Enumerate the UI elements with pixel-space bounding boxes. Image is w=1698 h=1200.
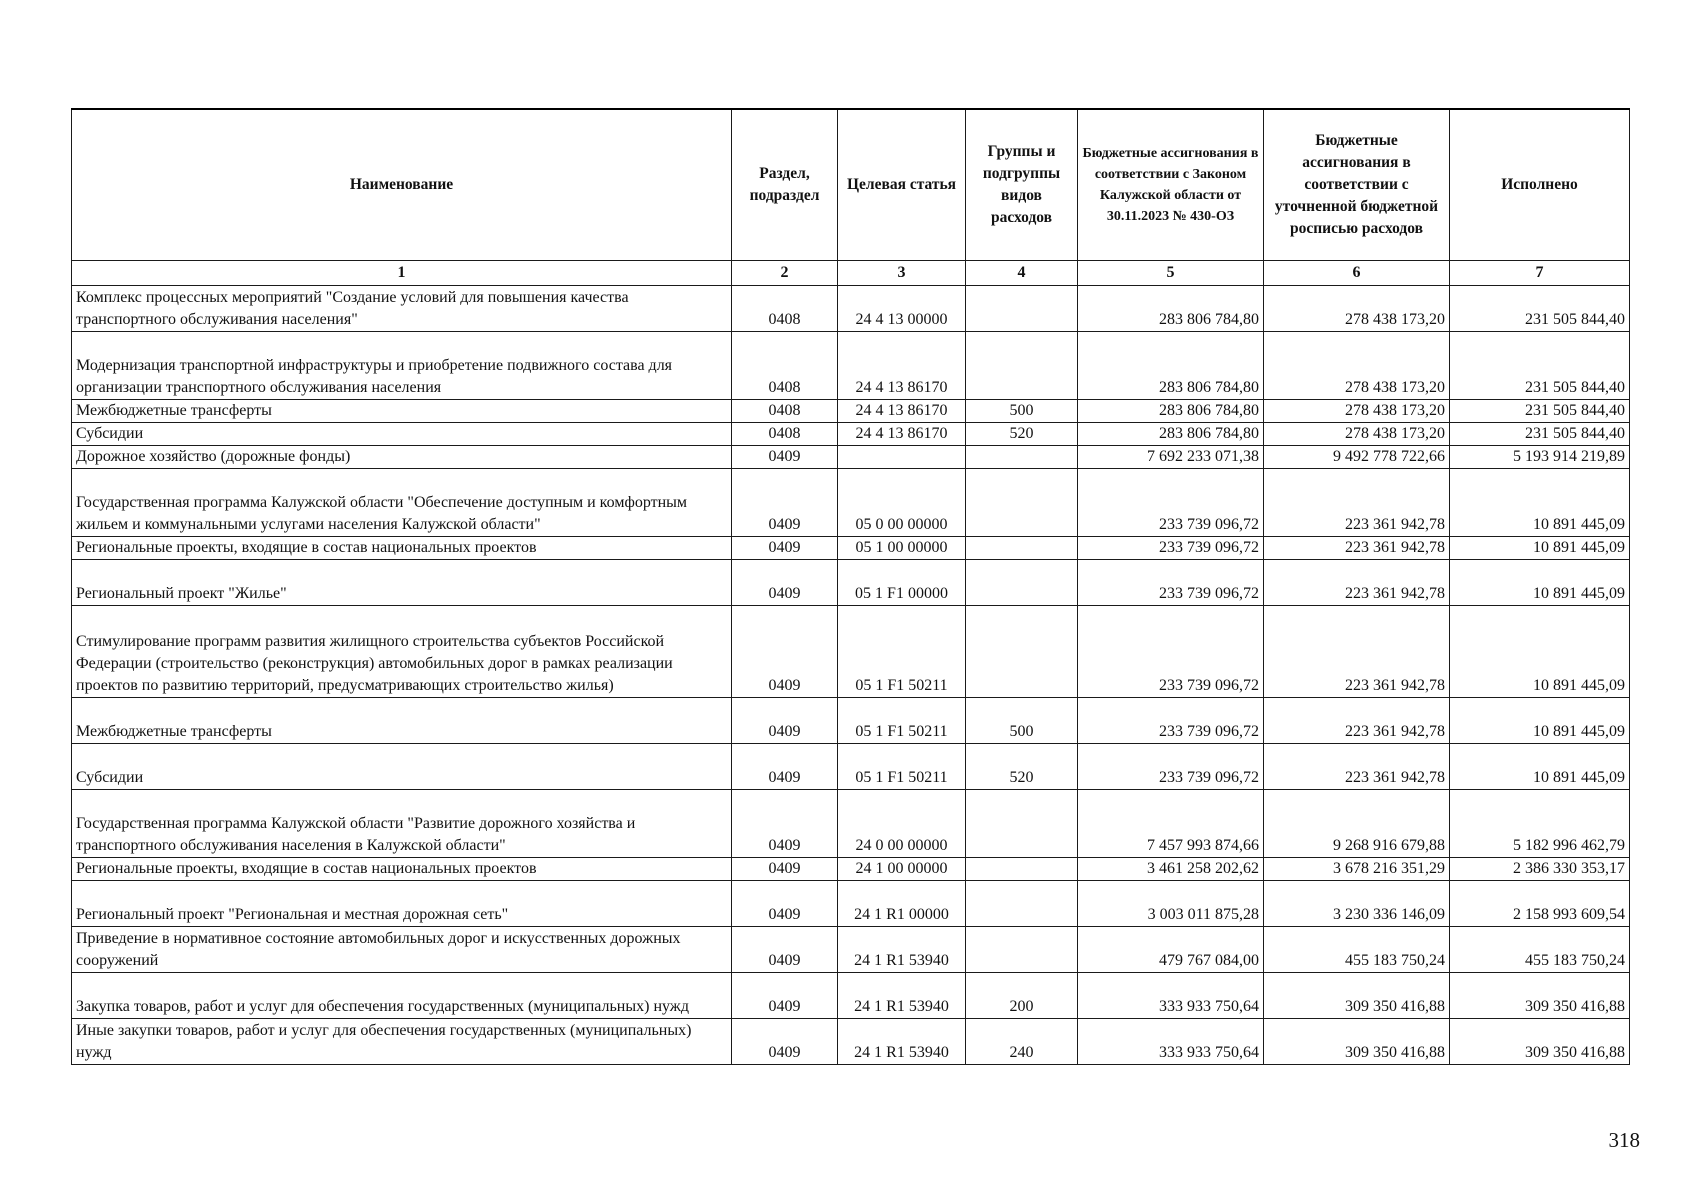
row-name: Региональные проекты, входящие в состав национальных проектов [72, 858, 732, 881]
row-revised-amount: 223 361 942,78 [1264, 744, 1450, 790]
row-group: 200 [966, 973, 1078, 1019]
row-target: 24 4 13 86170 [838, 400, 966, 423]
row-revised-amount: 455 183 750,24 [1264, 927, 1450, 973]
row-executed-amount: 10 891 445,09 [1450, 698, 1630, 744]
header-law: Бюджетные ассигнования в соответствии с Законом Калужской области от 30.11.2023 № 430-ОЗ [1078, 109, 1264, 261]
row-target: 24 4 13 86170 [838, 423, 966, 446]
row-revised-amount: 278 438 173,20 [1264, 286, 1450, 332]
row-section: 0408 [732, 332, 838, 400]
row-target: 24 1 R1 53940 [838, 1019, 966, 1065]
row-name: Комплекс процессных мероприятий "Создание условий для повышения качества транспортного обслуживания населения" [72, 286, 732, 332]
column-numbers-row [72, 261, 1630, 286]
row-group [966, 560, 1078, 606]
table-row [72, 927, 1630, 973]
header-row [72, 109, 1630, 261]
row-revised-amount: 9 268 916 679,88 [1264, 790, 1450, 858]
row-name: Государственная программа Калужской области "Обеспечение доступным и комфортным жильем и коммунальными услугами населения Калужской области" [72, 469, 732, 537]
row-name: Субсидии [72, 744, 732, 790]
row-name: Иные закупки товаров, работ и услуг для обеспечения государственных (муниципальных) нужд [72, 1019, 732, 1065]
row-executed-amount: 309 350 416,88 [1450, 973, 1630, 1019]
row-section: 0408 [732, 423, 838, 446]
table-row [72, 744, 1630, 790]
row-section: 0409 [732, 1019, 838, 1065]
row-target: 05 1 00 00000 [838, 537, 966, 560]
row-law-amount: 333 933 750,64 [1078, 1019, 1264, 1065]
column-number: 2 [732, 261, 838, 286]
row-section: 0408 [732, 400, 838, 423]
row-name: Государственная программа Калужской области "Развитие дорожного хозяйства и транспортного обслуживания населения в Калужской области" [72, 790, 732, 858]
row-name: Межбюджетные трансферты [72, 400, 732, 423]
row-law-amount: 233 739 096,72 [1078, 744, 1264, 790]
row-target: 05 1 F1 50211 [838, 698, 966, 744]
row-law-amount: 7 692 233 071,38 [1078, 446, 1264, 469]
header-groups: Группы и подгруппы видов расходов [966, 109, 1078, 261]
row-group: 500 [966, 698, 1078, 744]
row-section: 0409 [732, 606, 838, 698]
row-section: 0409 [732, 881, 838, 927]
row-section: 0409 [732, 790, 838, 858]
row-executed-amount: 5 193 914 219,89 [1450, 446, 1630, 469]
row-name: Субсидии [72, 423, 732, 446]
row-group [966, 332, 1078, 400]
header-target: Целевая статья [838, 109, 966, 261]
row-executed-amount: 10 891 445,09 [1450, 744, 1630, 790]
row-executed-amount: 231 505 844,40 [1450, 332, 1630, 400]
row-revised-amount: 9 492 778 722,66 [1264, 446, 1450, 469]
table-row [72, 606, 1630, 698]
row-executed-amount: 10 891 445,09 [1450, 537, 1630, 560]
row-group [966, 537, 1078, 560]
row-revised-amount: 223 361 942,78 [1264, 537, 1450, 560]
row-revised-amount: 223 361 942,78 [1264, 469, 1450, 537]
table-row [72, 537, 1630, 560]
row-target: 24 4 13 00000 [838, 286, 966, 332]
row-group [966, 469, 1078, 537]
row-revised-amount: 3 678 216 351,29 [1264, 858, 1450, 881]
row-law-amount: 7 457 993 874,66 [1078, 790, 1264, 858]
row-law-amount: 3 461 258 202,62 [1078, 858, 1264, 881]
row-executed-amount: 10 891 445,09 [1450, 469, 1630, 537]
row-executed-amount: 2 158 993 609,54 [1450, 881, 1630, 927]
row-group [966, 927, 1078, 973]
header-section: Раздел, подраздел [732, 109, 838, 261]
row-section: 0409 [732, 858, 838, 881]
table-row [72, 560, 1630, 606]
row-group [966, 881, 1078, 927]
row-name: Модернизация транспортной инфраструктуры и приобретение подвижного состава для организации транспортного обслуживания населения [72, 332, 732, 400]
row-group [966, 790, 1078, 858]
row-law-amount: 233 739 096,72 [1078, 698, 1264, 744]
row-law-amount: 283 806 784,80 [1078, 423, 1264, 446]
row-target: 05 1 F1 50211 [838, 744, 966, 790]
row-law-amount: 3 003 011 875,28 [1078, 881, 1264, 927]
row-group [966, 286, 1078, 332]
row-group [966, 446, 1078, 469]
row-revised-amount: 3 230 336 146,09 [1264, 881, 1450, 927]
column-number: 5 [1078, 261, 1264, 286]
row-executed-amount: 5 182 996 462,79 [1450, 790, 1630, 858]
row-revised-amount: 223 361 942,78 [1264, 606, 1450, 698]
row-executed-amount: 10 891 445,09 [1450, 606, 1630, 698]
column-number: 1 [72, 261, 732, 286]
row-name: Стимулирование программ развития жилищного строительства субъектов Российской Федерации (строительство (реконструкция) автомобильных дорог в рамках реализации проектов по развитию территорий, предусматривающих строительство жилья) [72, 606, 732, 698]
table-row [72, 286, 1630, 332]
row-section: 0409 [732, 537, 838, 560]
table-row [72, 446, 1630, 469]
row-target [838, 446, 966, 469]
table-row [72, 1019, 1630, 1065]
row-target: 24 1 R1 53940 [838, 973, 966, 1019]
row-section: 0409 [732, 744, 838, 790]
row-target: 05 0 00 00000 [838, 469, 966, 537]
row-target: 24 1 R1 53940 [838, 927, 966, 973]
row-section: 0409 [732, 698, 838, 744]
row-target: 05 1 F1 50211 [838, 606, 966, 698]
row-group: 520 [966, 423, 1078, 446]
row-law-amount: 283 806 784,80 [1078, 332, 1264, 400]
row-revised-amount: 223 361 942,78 [1264, 560, 1450, 606]
row-target: 24 0 00 00000 [838, 790, 966, 858]
row-law-amount: 283 806 784,80 [1078, 286, 1264, 332]
table-row [72, 881, 1630, 927]
row-law-amount: 233 739 096,72 [1078, 606, 1264, 698]
row-group: 240 [966, 1019, 1078, 1065]
row-name: Региональный проект "Региональная и местная дорожная сеть" [72, 881, 732, 927]
row-name: Межбюджетные трансферты [72, 698, 732, 744]
row-executed-amount: 231 505 844,40 [1450, 286, 1630, 332]
row-section: 0409 [732, 446, 838, 469]
row-law-amount: 479 767 084,00 [1078, 927, 1264, 973]
header-name: Наименование [72, 109, 732, 261]
row-target: 05 1 F1 00000 [838, 560, 966, 606]
row-name: Дорожное хозяйство (дорожные фонды) [72, 446, 732, 469]
row-executed-amount: 231 505 844,40 [1450, 423, 1630, 446]
budget-table [71, 108, 1630, 1065]
row-group: 500 [966, 400, 1078, 423]
row-law-amount: 233 739 096,72 [1078, 560, 1264, 606]
row-section: 0409 [732, 469, 838, 537]
row-revised-amount: 223 361 942,78 [1264, 698, 1450, 744]
page-number: 318 [1608, 1128, 1640, 1152]
row-executed-amount: 455 183 750,24 [1450, 927, 1630, 973]
column-number: 3 [838, 261, 966, 286]
column-number: 6 [1264, 261, 1450, 286]
table-row [72, 400, 1630, 423]
row-revised-amount: 278 438 173,20 [1264, 400, 1450, 423]
row-group: 520 [966, 744, 1078, 790]
row-law-amount: 283 806 784,80 [1078, 400, 1264, 423]
row-target: 24 1 00 00000 [838, 858, 966, 881]
row-section: 0408 [732, 286, 838, 332]
row-law-amount: 233 739 096,72 [1078, 469, 1264, 537]
row-section: 0409 [732, 927, 838, 973]
row-executed-amount: 2 386 330 353,17 [1450, 858, 1630, 881]
header-executed: Исполнено [1450, 109, 1630, 261]
row-revised-amount: 309 350 416,88 [1264, 973, 1450, 1019]
row-law-amount: 233 739 096,72 [1078, 537, 1264, 560]
table-row [72, 858, 1630, 881]
row-revised-amount: 309 350 416,88 [1264, 1019, 1450, 1065]
header-revised: Бюджетные ассигнования в соответствии с уточненной бюджетной росписью расходов [1264, 109, 1450, 261]
table-row [72, 973, 1630, 1019]
row-revised-amount: 278 438 173,20 [1264, 332, 1450, 400]
row-section: 0409 [732, 560, 838, 606]
row-section: 0409 [732, 973, 838, 1019]
column-number: 4 [966, 261, 1078, 286]
column-number: 7 [1450, 261, 1630, 286]
row-name: Региональный проект "Жилье" [72, 560, 732, 606]
table-row [72, 698, 1630, 744]
row-name: Закупка товаров, работ и услуг для обеспечения государственных (муниципальных) нужд [72, 973, 732, 1019]
row-executed-amount: 10 891 445,09 [1450, 560, 1630, 606]
row-name: Приведение в нормативное состояние автомобильных дорог и искусственных дорожных сооружений [72, 927, 732, 973]
row-executed-amount: 309 350 416,88 [1450, 1019, 1630, 1065]
row-target: 24 1 R1 00000 [838, 881, 966, 927]
table-row [72, 423, 1630, 446]
row-target: 24 4 13 86170 [838, 332, 966, 400]
row-revised-amount: 278 438 173,20 [1264, 423, 1450, 446]
table-body [72, 286, 1630, 1065]
row-law-amount: 333 933 750,64 [1078, 973, 1264, 1019]
row-group [966, 858, 1078, 881]
table-row [72, 790, 1630, 858]
table-row [72, 332, 1630, 400]
row-name: Региональные проекты, входящие в состав национальных проектов [72, 537, 732, 560]
row-group [966, 606, 1078, 698]
row-executed-amount: 231 505 844,40 [1450, 400, 1630, 423]
table-row [72, 469, 1630, 537]
